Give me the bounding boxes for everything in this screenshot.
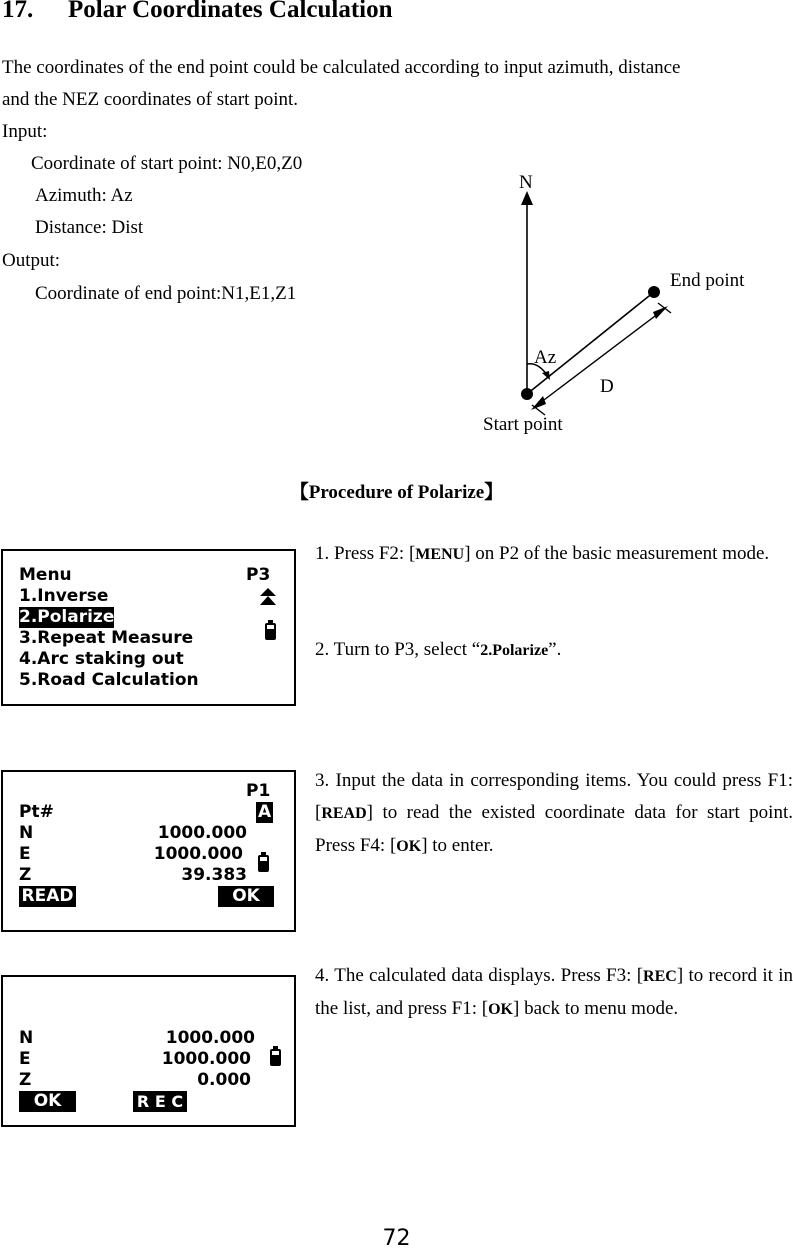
point-number-label: Pt# bbox=[19, 802, 54, 822]
menu-page: P3 bbox=[246, 565, 271, 585]
scroll-up-icon[interactable] bbox=[260, 588, 276, 606]
e-value[interactable]: 1000.000 bbox=[153, 844, 243, 864]
battery-icon bbox=[265, 623, 276, 640]
menu-item-polarize[interactable]: 2.Polarize bbox=[19, 607, 115, 627]
step-4: 4. The calculated data displays. Press F3: [REC] to record it in the list, and press F1: [OK] back to menu mode. bbox=[315, 965, 793, 1019]
rec-softkey[interactable]: R E C bbox=[133, 1091, 187, 1112]
input-mode-badge: A bbox=[258, 802, 272, 822]
n-label: N bbox=[19, 823, 34, 843]
menu-title: Menu bbox=[19, 565, 72, 585]
intro-line-1: The coordinates of the end point could be calculated according to input azimuth, distance bbox=[2, 57, 681, 78]
input-start-coordinate: Coordinate of start point: N0,E0,Z0 bbox=[31, 153, 303, 174]
end-point-marker bbox=[648, 286, 660, 298]
start-end-line bbox=[527, 292, 654, 394]
read-softkey[interactable]: READ bbox=[19, 886, 76, 907]
result-n-value: 1000.000 bbox=[165, 1028, 255, 1048]
step-3: 3. Input the data in corresponding items. You could press F1: [READ] to read the existed coordinate data for start point. Press F4: [OK] to enter. bbox=[315, 770, 793, 856]
menu-item-road-calculation[interactable]: 5.Road Calculation bbox=[19, 670, 199, 690]
battery-icon bbox=[258, 855, 269, 872]
menu-item-inverse[interactable]: 1.Inverse bbox=[19, 586, 109, 606]
azimuth-label: Az bbox=[534, 347, 557, 368]
input-azimuth: Azimuth: Az bbox=[35, 185, 133, 206]
output-end-coordinate: Coordinate of end point:N1,E1,Z1 bbox=[35, 283, 297, 304]
distance-arrow-start-icon bbox=[531, 396, 546, 410]
section-heading bbox=[2, 0, 393, 24]
result-z-label: Z bbox=[19, 1070, 32, 1090]
start-point-marker bbox=[521, 388, 533, 400]
z-label: Z bbox=[19, 865, 32, 885]
n-value[interactable]: 1000.000 bbox=[157, 823, 247, 843]
step-2: 2. Turn to P3, select “2.Polarize”. bbox=[315, 639, 562, 660]
output-label: Output: bbox=[2, 250, 61, 271]
step-1: 1. Press F2: [MENU] on P2 of the basic measurement mode. bbox=[315, 543, 770, 564]
section-number: 17. bbox=[2, 0, 34, 23]
start-point-label: Start point bbox=[483, 414, 563, 435]
lcd-screen-input bbox=[1, 770, 296, 932]
result-n-label: N bbox=[19, 1028, 34, 1048]
result-e-value: 1000.000 bbox=[161, 1049, 251, 1069]
ok-softkey[interactable]: OK bbox=[19, 1091, 76, 1112]
menu-item-arc-staking[interactable]: 4.Arc staking out bbox=[19, 649, 184, 669]
battery-icon bbox=[270, 1049, 281, 1066]
ok-softkey[interactable]: OK bbox=[218, 886, 274, 907]
input-distance: Distance: Dist bbox=[35, 217, 144, 238]
menu-item-repeat-measure[interactable]: 3.Repeat Measure bbox=[19, 628, 194, 648]
result-e-label: E bbox=[19, 1049, 31, 1069]
intro-line-2: and the NEZ coordinates of start point. bbox=[2, 89, 299, 110]
e-label: E bbox=[19, 844, 31, 864]
page-number: 72 bbox=[382, 1226, 411, 1251]
result-z-value: 0.000 bbox=[197, 1070, 251, 1090]
end-point-label: End point bbox=[670, 270, 745, 291]
north-label: N bbox=[519, 172, 533, 193]
distance-label: D bbox=[600, 376, 614, 397]
polar-diagram bbox=[470, 160, 790, 450]
procedure-title: 【Procedure of Polarize】 bbox=[289, 482, 504, 503]
section-title: Polar Coordinates Calculation bbox=[68, 0, 393, 23]
north-arrow-icon bbox=[521, 191, 533, 205]
lcd-screen-result bbox=[1, 975, 296, 1127]
z-value[interactable]: 39.383 bbox=[181, 865, 247, 885]
input-page: P1 bbox=[246, 781, 271, 801]
lcd-screen-menu bbox=[1, 549, 296, 706]
distance-arrow-end-icon bbox=[653, 306, 668, 319]
input-label: Input: bbox=[2, 121, 48, 142]
